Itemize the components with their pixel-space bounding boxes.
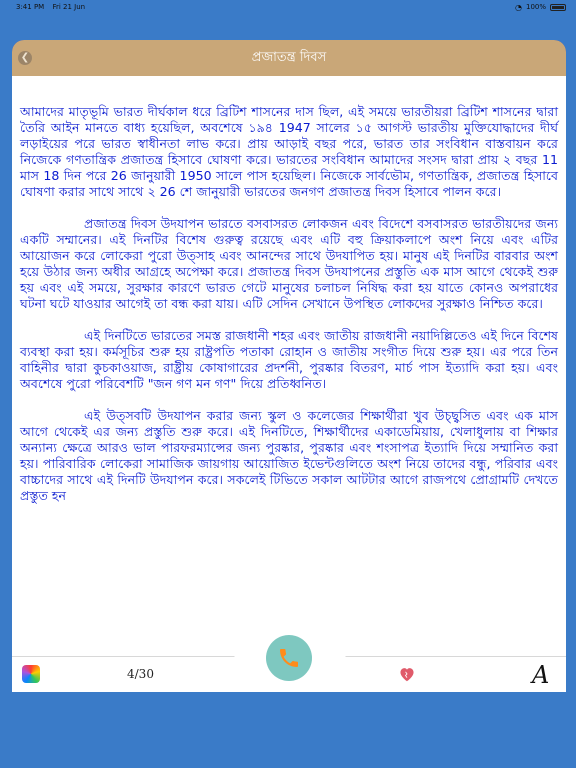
status-right <box>515 3 566 12</box>
back-button[interactable] <box>18 51 32 65</box>
status-date: Fri 21 Jun <box>52 3 86 11</box>
title-bar <box>12 40 566 76</box>
content-frame <box>12 40 566 692</box>
call-button[interactable] <box>266 635 312 681</box>
battery-percent: 100% <box>525 3 546 11</box>
battery-icon <box>550 4 566 11</box>
status-left <box>16 3 91 11</box>
article-paragraph: আমাদের মাতৃভূমি ভারত দীর্ঘকাল ধরে ব্রিটিশ শাসনের দাস ছিল, এই সময়ে ভারতীয়রা ব্রিটিশ শাসনের দ্বারা তৈরি আইন মানতে বাধ্য হয়েছিল, অবশেষে ১৯৪ 1947 সালের ১৫ আগস্ট ভারতীয় মুক্তিযোদ্ধাদের দীর্ঘ লড়াইয়ের পরে ভারত স্বাধীনতা লাভ করে। প্রায় আড়াই বছর পরে, ভারত তার সংবিধান বাস্তবায়ন করে নিজেকে গণতান্ত্রিক প্রজাতন্ত্র হিসাবে ঘোষণা করে। ভারতের সংবিধান আমাদের সংসদ দ্বারা প্রায় ২ বছর 11 মাস 18 দিন পরে 26 জানুয়ারী 1950 সালে পাস হয়েছিল। নিজেকে সার্বভৌম, গণতান্ত্রিক, প্রজাতন্ত্র হিসাবে ঘোষণা করার সাথে সাথে ২ 26 শে জানুয়ারী ভারতের জনগণ প্রজাতন্ত্র দিবস হিসাবে পালন করে। <box>20 104 558 199</box>
status-bar <box>0 0 576 14</box>
heart-icon[interactable] <box>398 666 416 682</box>
font-size-button[interactable]: A <box>532 661 550 689</box>
article-paragraph: প্রজাতন্ত্র দিবস উদযাপন ভারতে বসবাসরত লোকজন এবং বিদেশে বসবাসরত ভারতীয়দের জন্য একটি সম্মানের। এই দিনটির বিশেষ গুরুত্ব রয়েছে এবং এটি বহু ক্রিয়াকলাপে অংশ নিয়ে এবং এটির আয়োজন করে লোকেরা পুরো উত্সাহ এবং আনন্দের সাথে উদযাপিত হয়। মানুষ এই দিনটির বারবার অংশ হয়ে উঠার জন্য অধীর আগ্রহে অপেক্ষা করে। প্রজাতন্ত্র দিবস উদযাপনের প্রস্তুতি এক মাস আগে থেকেই শুরু হয় এবং এই সময়ে, সুরক্ষার কারণে ভারত গেটে মানুষের চলাচল নিষিদ্ধ করা হয় যাতে কোনও অপরাধের ঘটনা ঘটে যাওয়ার আগেই তা বন্ধ করা যায়। এটি সেদিন সেখানে উপস্থিত লোকদের সুরক্ষাও নিশ্চিত করে। <box>20 216 558 311</box>
status-time: 3:41 PM <box>16 3 45 11</box>
color-palette-icon[interactable] <box>22 665 40 683</box>
article-paragraph: এই দিনটিতে ভারতের সমস্ত রাজধানী শহর এবং জাতীয় রাজধানী নয়াদিল্লিতেও এই দিনে বিশেষ ব্যবস্থা করা হয়। কর্মসূচির শুরু হয় রাষ্ট্রপতি পতাকা রোহান ও জাতীয় সংগীত দিয়ে শুরু হয়। এর পরে তিন বাহিনীর দ্বারা কুচকাওয়াজ, রাষ্ট্রীয় কোষাগারের প্রদর্শনী, পুরষ্কার বিতরণ, মার্চ পাস ইত্যাদি করা হয়। এবং অবশেষে পুরো পরিবেশটি "জন গণ মন গণ" দিয়ে প্রতিধ্বনিত। <box>20 328 558 391</box>
page-indicator: 4/30 <box>127 667 154 681</box>
chevron-left-icon: ❮ <box>20 52 30 63</box>
bottom-toolbar <box>12 656 566 692</box>
wifi-icon: ◔ <box>515 2 522 12</box>
article-body[interactable] <box>12 76 566 656</box>
phone-icon <box>277 646 301 670</box>
page-title: প্রজাতন্ত্র দিবস <box>251 49 327 65</box>
article-paragraph: এই উত্সবটি উদযাপন করার জন্য স্কুল ও কলেজের শিক্ষার্থীরা খুব উচ্ছ্বসিত এবং এক মাস আগে থেকেই এর জন্য প্রস্তুতি শুরু করে। এই দিনটিতে, শিক্ষার্থীদের একাডেমিয়ায়, খেলাধুলায় বা শিক্ষার অন্যান্য ক্ষেত্রে আরও ভাল পারফরম্যান্সের জন্য পুরষ্কার, পুরষ্কার এবং শংসাপত্র ইত্যাদি দিয়ে সম্মানিত করা হয়। পারিবারিক লোকেরা সামাজিক জায়গায় আয়োজিত ইভেন্টগুলিতে অংশ নিয়ে তাদের বন্ধু, পরিবার এবং বাচ্চাদের সাথে এই দিনটি উদযাপন করে। সকলেই টিভিতে সকাল আটটার আগে রাজপথে প্রোগ্রামটি দেখতে প্রস্তুত হন <box>20 408 558 503</box>
